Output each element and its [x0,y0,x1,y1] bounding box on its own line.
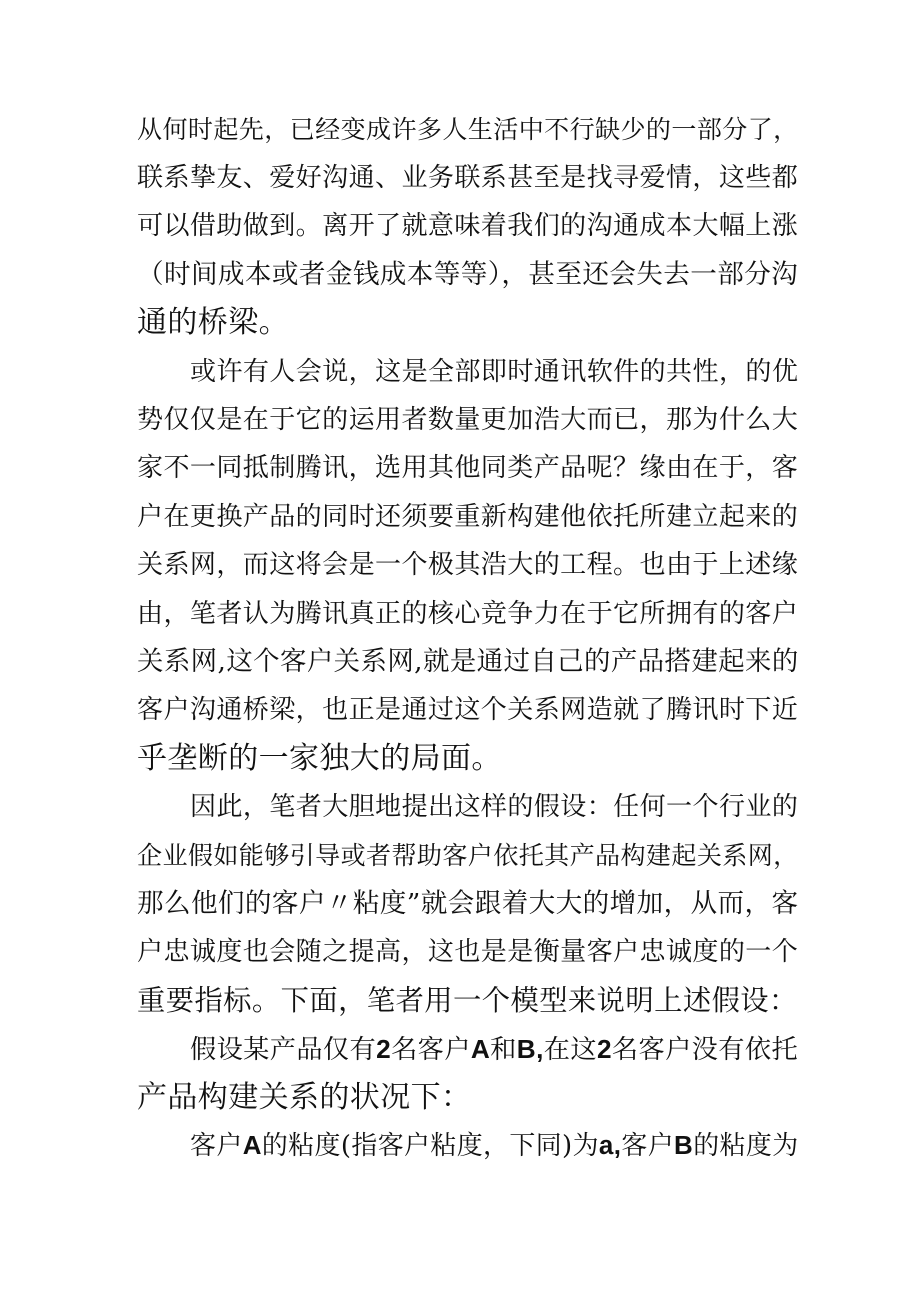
text-span: 的粘度为 [693,1131,799,1161]
bold-letter: a, [598,1132,622,1160]
paragraph-5-line-1 [190,1126,797,1166]
paragraph-2-line-2: 势仅仅是在于它的运用者数量更加浩大而已，那为什么大 [137,405,799,435]
paragraph-2-line-6: 由，笔者认为腾讯真正的核心竞争力在于它所拥有的客户 [137,599,799,629]
paragraph-1-line-4: （时间成本或者金钱成本等等），甚至还会失去一部分沟 [137,259,799,290]
bold-letter: B [674,1132,694,1160]
paragraph-1-line-3: 可以借助做到。离开了就意味着我们的沟通成本大幅上涨 [137,211,799,241]
paragraph-2-line-5: 关系网，而这将会是一个极其浩大的工程。也由于上述缘 [137,550,799,580]
bold-letter: B, [516,1034,544,1064]
paragraph-1-line-5: 通的桥梁。 [137,305,289,340]
paragraph-2-line-4: 户在更换产品的同时还须要重新构建他依托所建立起来的 [137,502,799,532]
text-span: 名客户没有依托 [611,1035,799,1065]
bold-number: 2 [596,1034,612,1064]
paragraph-2-line-8: 客户沟通桥梁，也正是通过这个关系网造就了腾讯时下近 [137,695,799,725]
paragraph-3-line-5: 重要指标。下面，笔者用一个模型来说明上述假设： [137,984,798,1017]
bold-number: 2 [376,1034,392,1064]
text-span: 名客户 [391,1035,471,1065]
paragraph-4-line-1 [190,1029,797,1070]
paragraph-2-line-9: 乎垄断的一家独大的局面。 [137,741,502,776]
paragraph-3-line-4: 户忠诚度也会随之提高，这也是是衡量客户忠诚度的一个 [137,937,799,967]
paragraph-3-line-1: 因此，笔者大胆地提出这样的假设：任何一个行业的 [190,792,799,822]
text-span: 在这 [543,1035,597,1065]
text-span: 的粘度(指客户粘度，下同)为 [261,1131,599,1161]
paragraph-1-line-1: 从何时起先，已经变成许多人生活中不行缺少的一部分了， [137,115,799,144]
paragraph-3-line-2: 企业假如能够引导或者帮助客户依托其产品构建起关系网， [137,841,799,870]
bold-letter: A [242,1132,262,1160]
paragraph-2-line-3: 家不一同抵制腾讯，选用其他同类产品呢？缘由在于，客 [137,453,799,483]
bold-letter: A [470,1034,491,1064]
text-span: 客户 [190,1131,243,1161]
paragraph-4-line-2: 产品构建关系的状况下： [137,1080,472,1115]
text-span: 客户 [621,1131,675,1161]
paragraph-2-line-1: 或许有人会说，这是全部即时通讯软件的共性，的优 [190,357,799,387]
text-span: 假设某产品仅有 [190,1035,377,1065]
paragraph-3-line-3: 那么他们的客户〃粘度”就会跟着大大的增加，从而，客 [137,888,799,919]
paragraph-1-line-2: 联系挚友、爱好沟通、业务联系甚至是找寻爱情，这些都 [137,163,799,193]
text-span: 和 [490,1035,517,1065]
paragraph-2-line-7: 关系网,这个客户关系网,就是通过自己的产品搭建起来的 [137,646,799,677]
